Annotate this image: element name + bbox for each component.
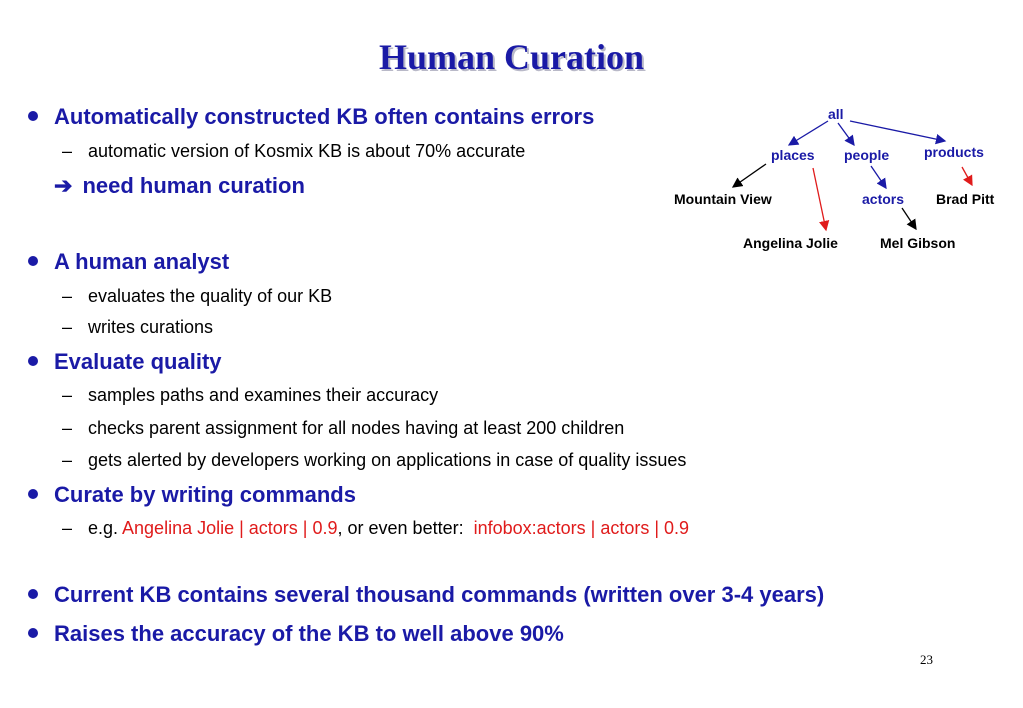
example-middle-text: , or even better: bbox=[337, 518, 474, 538]
dash-marker: – bbox=[62, 141, 73, 161]
tree-node-all: all bbox=[828, 106, 844, 122]
edge-actors-mel-gibson bbox=[902, 208, 916, 229]
dash-marker: – bbox=[62, 418, 73, 438]
bullet-text: Current KB contains several thousand commands (written over 3-4 years) bbox=[54, 582, 825, 607]
right-arrow-icon: ➔ bbox=[54, 173, 73, 198]
bullet-text: Automatically constructed KB often contains errors bbox=[54, 104, 595, 129]
tree-node-brad-pitt: Brad Pitt bbox=[936, 191, 995, 207]
bullet-text: Raises the accuracy of the KB to well above 90% bbox=[54, 621, 564, 646]
sub-bullet-text: writes curations bbox=[88, 317, 214, 337]
sub-bullet-text: samples paths and examines their accuracy bbox=[88, 385, 439, 405]
edge-places-angelina-jolie bbox=[813, 168, 826, 230]
tree-node-people: people bbox=[844, 147, 890, 163]
tree-node-actors: actors bbox=[862, 191, 905, 207]
sub-bullet-text: checks parent assignment for all nodes having at least 200 children bbox=[88, 418, 625, 438]
tree-node-mountain-view: Mountain View bbox=[674, 191, 772, 207]
example-prefix: e.g. bbox=[88, 518, 123, 538]
tree-node-products: products bbox=[924, 144, 984, 160]
example-command-1: Angelina Jolie | actors | 0.9 bbox=[122, 518, 338, 538]
edge-all-people bbox=[838, 123, 854, 145]
dash-marker: – bbox=[62, 518, 73, 538]
bullet-text: A human analyst bbox=[54, 249, 230, 274]
tree-node-mel-gibson: Mel Gibson bbox=[880, 235, 956, 251]
tree-node-angelina-jolie: Angelina Jolie bbox=[743, 235, 838, 251]
edge-products-brad-pitt bbox=[962, 167, 972, 185]
sub-bullet-text: automatic version of Kosmix KB is about 70% accurate bbox=[88, 141, 526, 161]
dash-marker: – bbox=[62, 317, 73, 337]
conclusion-text: need human curation bbox=[82, 173, 305, 198]
edge-all-places bbox=[789, 121, 828, 145]
edge-people-actors bbox=[871, 166, 886, 188]
bullet-text: Curate by writing commands bbox=[54, 482, 356, 507]
page-number: 23 bbox=[920, 652, 933, 667]
dash-marker: – bbox=[62, 450, 73, 470]
edge-all-products bbox=[850, 121, 945, 141]
sub-bullet-text: evaluates the quality of our KB bbox=[88, 286, 333, 306]
tree-node-places: places bbox=[771, 147, 815, 163]
slide-title: Human Curation bbox=[378, 37, 645, 77]
dash-marker: – bbox=[62, 286, 73, 306]
dash-marker: – bbox=[62, 385, 73, 405]
example-command-2: infobox:actors | actors | 0.9 bbox=[473, 518, 690, 538]
sub-bullet-text: gets alerted by developers working on applications in case of quality issues bbox=[88, 450, 687, 470]
bullet-text: Evaluate quality bbox=[54, 349, 222, 374]
edge-places-mountain-view bbox=[733, 164, 766, 187]
